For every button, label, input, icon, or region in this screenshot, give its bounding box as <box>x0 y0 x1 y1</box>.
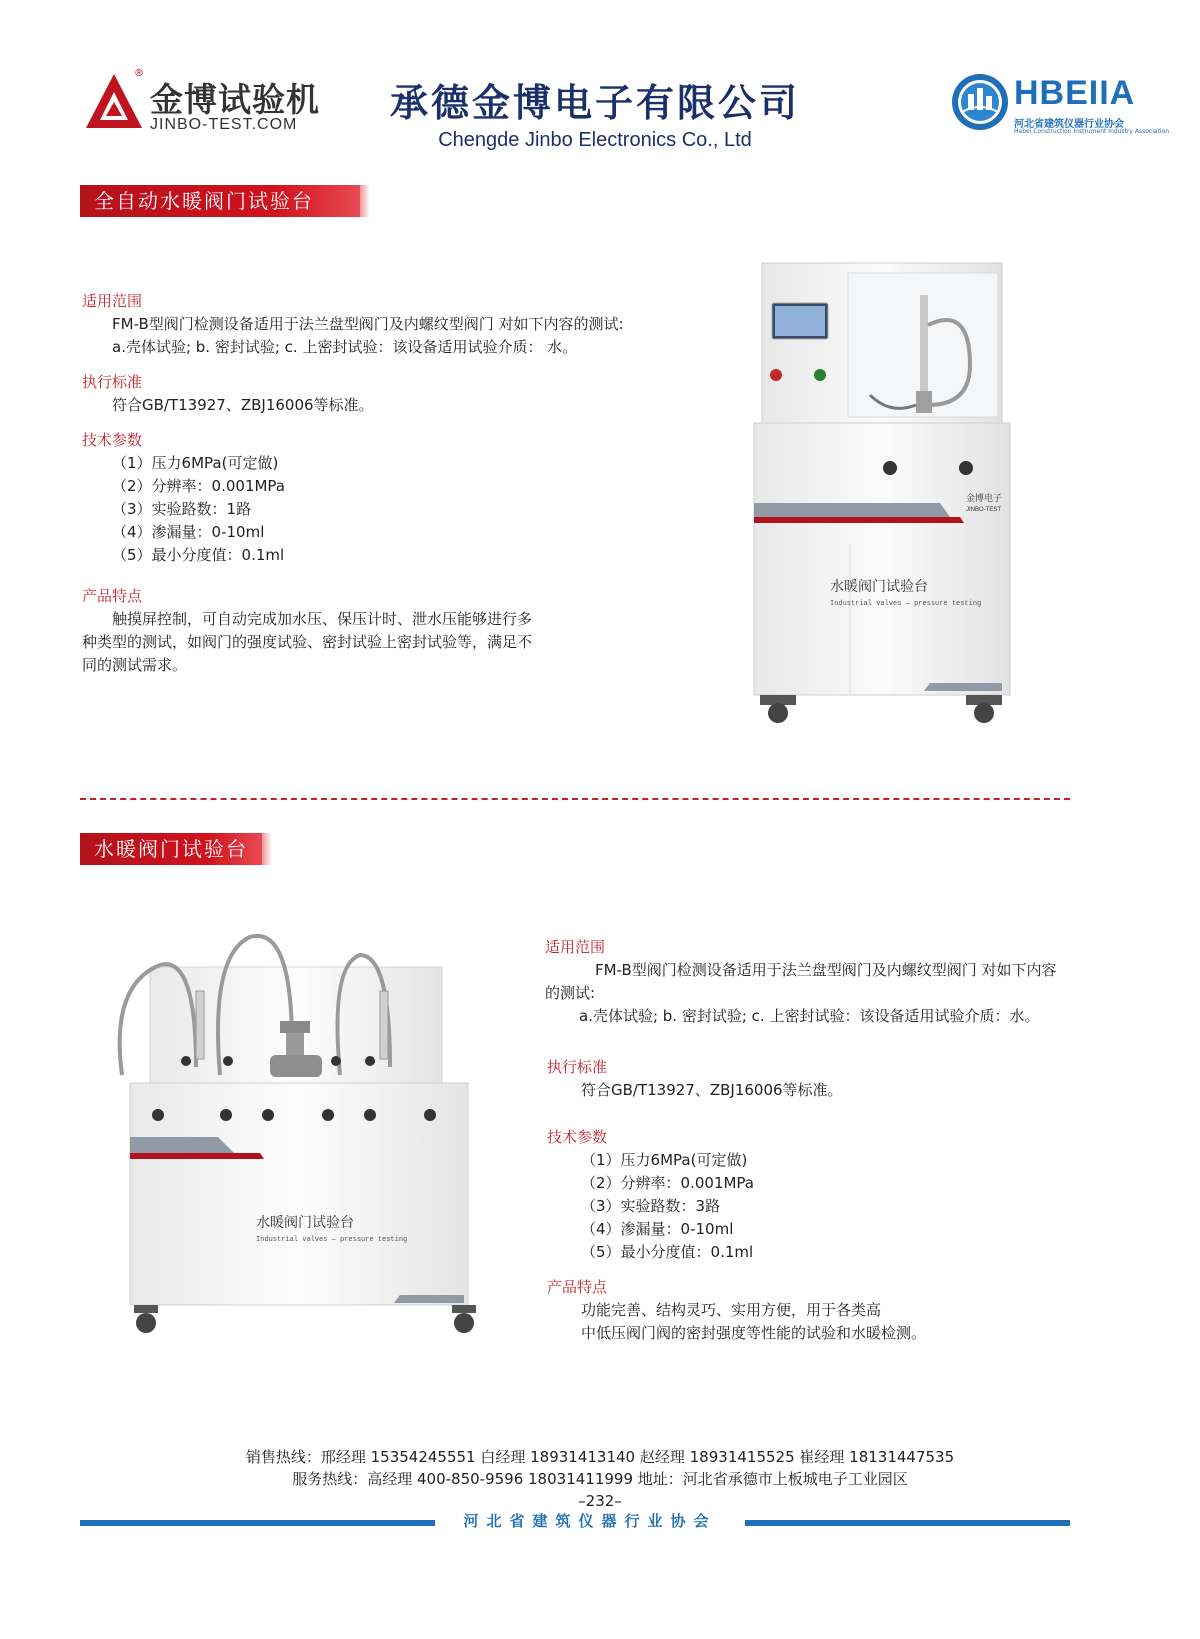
feature-line: 触摸屏控制，可自动完成加水压、保压计时、泄水压能够进行多 <box>112 610 533 628</box>
param-item: （4）渗漏量：0-10ml <box>581 1220 734 1238</box>
association-name-en: Hebei Construction Instrument Industry Association <box>1014 128 1170 135</box>
registered-mark: ® <box>134 68 144 79</box>
association-name-cn: 河北省建筑仪器行业协会 <box>1014 119 1124 130</box>
section1-title: 全自动水暖阀门试验台 <box>94 189 314 213</box>
param-item: （1）压力6MPa(可定做) <box>112 454 279 472</box>
brand-name-cn: 金博试验机 <box>150 80 320 119</box>
section2-scope-heading: 适用范围 <box>545 938 606 956</box>
machine1-label: 水暖阀门试验台 <box>830 579 928 595</box>
section2-features-heading: 产品特点 <box>547 1278 608 1296</box>
section1-standard-heading: 执行标准 <box>82 373 143 391</box>
param-item: （5）最小分度值：0.1ml <box>112 546 285 564</box>
jinbo-triangle-icon <box>84 72 144 132</box>
service-hotline: 服务热线：高经理 400-850-9596 18031411999 地址：河北省承德市上板城电子工业园区 <box>292 1470 908 1488</box>
feature-line: 同的测试需求。 <box>82 656 188 674</box>
jinbo-logo <box>84 70 344 138</box>
company-name-cn: 承德金博电子有限公司 <box>389 81 800 125</box>
param-item: （3）实验路数：3路 <box>581 1197 721 1215</box>
feature-line: 种类型的测试，如阀门的强度试验、密封试验上密封试验等，满足不 <box>82 633 533 651</box>
section1-title-bar <box>80 185 360 217</box>
page-number: –232– <box>578 1492 622 1510</box>
section1-scope-text: FM-B型阀门检测设备适用于法兰盘型阀门及内螺纹型阀门 对如下内容的测试: <box>112 315 624 333</box>
section2-standard-text: 符合GB/T13927、ZBJ16006等标准。 <box>581 1081 843 1099</box>
feature-line: 功能完善、结构灵巧、实用方便，用于各类高 <box>581 1301 882 1319</box>
param-item: （3）实验路数：1路 <box>112 500 252 518</box>
company-name-en: Chengde Jinbo Electronics Co., Ltd <box>438 129 752 151</box>
section2-standard-heading: 执行标准 <box>547 1058 608 1076</box>
association-logo-text: HBEIIA <box>1014 74 1136 112</box>
section2-params-heading: 技术参数 <box>547 1128 608 1146</box>
footer-line-left <box>80 1520 435 1526</box>
section1-params-heading: 技术参数 <box>82 431 143 449</box>
footer-line-right <box>745 1520 1070 1526</box>
association-logo <box>950 72 1170 136</box>
machine1-image <box>740 255 1030 735</box>
param-item: （5）最小分度值：0.1ml <box>581 1243 754 1261</box>
section2-scope-items: a.壳体试验; b. 密封试验; c. 上密封试验：该设备适用试验介质：水。 <box>579 1007 1040 1025</box>
footer-association: 河北省建筑仪器行业协会 <box>440 1510 740 1531</box>
section2-title: 水暖阀门试验台 <box>94 837 248 861</box>
param-item: （2）分辨率：0.001MPa <box>112 477 285 495</box>
feature-line: 中低压阀门阀的密封强度等性能的试验和水暖检测。 <box>581 1324 927 1342</box>
section1-scope-heading: 适用范围 <box>82 292 143 310</box>
machine1-sublabel: Industrial valves — pressure testing <box>830 600 982 608</box>
section2-text <box>545 936 1085 1345</box>
param-item: （1）压力6MPa(可定做) <box>581 1151 748 1169</box>
section-divider <box>80 798 1070 800</box>
company-name <box>360 72 830 152</box>
footer-contact <box>0 1446 1200 1512</box>
machine2-image <box>100 925 500 1345</box>
machine2-label: 水暖阀门试验台 <box>256 1215 354 1231</box>
machine2-sublabel: Industrial valves — pressure testing <box>256 1236 408 1244</box>
machine1-brand-en: JINBO-TEST <box>966 507 1002 513</box>
param-item: （4）渗漏量：0-10ml <box>112 523 265 541</box>
section2-title-bar <box>80 833 262 865</box>
machine1-brand: 金博电子 <box>966 494 1003 504</box>
section1-text <box>82 290 642 677</box>
sales-hotline: 销售热线：邢经理 15354245551 白经理 18931413140 赵经理 18931415525 崔经理 18131447535 <box>245 1448 955 1466</box>
section2-scope-text: FM-B型阀门检测设备适用于法兰盘型阀门及内螺纹型阀门 对如下内容 <box>595 961 1057 979</box>
param-item: （2）分辨率：0.001MPa <box>581 1174 754 1192</box>
brand-name-en: JINBO-TEST.COM <box>150 116 298 133</box>
association-globe-icon <box>950 72 1010 132</box>
section1-standard-text: 符合GB/T13927、ZBJ16006等标准。 <box>112 396 374 414</box>
section1-features-heading: 产品特点 <box>82 587 143 605</box>
section2-scope-text-cont: 的测试: <box>545 984 596 1002</box>
section1-scope-items: a.壳体试验; b. 密封试验; c. 上密封试验：该设备适用试验介质： 水。 <box>112 338 578 356</box>
